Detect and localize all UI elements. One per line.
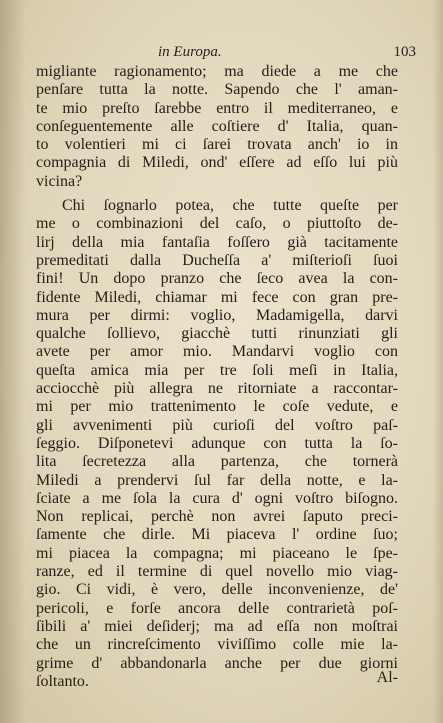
text-line-with-catchword: [36, 668, 398, 691]
text-line: fidente Miledi, chiamar mi fece con gran pre-: [36, 288, 398, 306]
text-line: acciocchè più allegra ne ritorniate a raccontar-: [36, 380, 398, 398]
text-line: pericoli, e forſe ancora delle contrarietà poſ-: [36, 599, 398, 617]
text-line: premeditati dalla Ducheſſa a' miſterioſi ſuoi: [36, 251, 398, 269]
page-header: [36, 44, 416, 64]
text-line: migliante ragionamento; ma diede a me che: [36, 63, 398, 80]
text-line: compagnia di Miledi, ond' eſſere ad eſſo lui più: [36, 154, 398, 172]
catchword: Al-: [376, 668, 398, 686]
text-line: te mio preſto ſarebbe entro il mediterraneo, e: [36, 99, 398, 117]
text-line: conſeguentemente alle coſtiere d' Italia, quan-: [36, 117, 398, 135]
gutter-shadow: [0, 0, 26, 723]
text-line: me o combinazioni del caſo, o piuttoſto de-: [36, 215, 398, 233]
text-line: ſibili a' miei deſiderj; ma ad eſſa non moſtrai: [36, 617, 398, 635]
text-line: ranze, ed il termine di quel novello mio viag-: [36, 563, 398, 581]
text-line-final: ſoltanto.: [36, 672, 89, 690]
text-line: mi per mio trattenimento le coſe vedute, e: [36, 398, 398, 416]
text-line: qualche ſollievo, giacchè tutti rinunziati gli: [36, 325, 398, 343]
text-line: che un rincreſcimento viviſſimo colle mie la-: [36, 636, 398, 654]
body-text: [36, 63, 398, 691]
text-line: lita ſecretezza alla partenza, che tornerà: [36, 453, 398, 471]
text-line: penſare tutta la notte. Sapendo che l' aman-: [36, 81, 398, 99]
text-line: ſeggio. Diſponetevi adunque con tutta la ſo-: [36, 434, 398, 452]
running-title: in Europa.: [158, 44, 222, 60]
text-line: queſta amica mia per tre ſoli meſi in Italia,: [36, 361, 398, 379]
text-line: Chi ſognarlo potea, che tutte queſte per: [62, 197, 398, 215]
text-line: lirj della mia fantaſia foſſero già tacitamente: [36, 233, 398, 251]
text-line: Non replicai, perchè non avrei ſaputo preci-: [36, 508, 398, 526]
text-line: avete per amor mio. Mandarvi voglio con: [36, 343, 398, 361]
page-edge: [433, 0, 443, 723]
text-line: to volentieri mi ci ſarei trovata anch' io in: [36, 136, 398, 154]
text-line: vicina?: [36, 172, 83, 190]
text-line: mura per dirmi: voglio, Madamigella, darvi: [36, 306, 398, 324]
text-line: ſamente che dirle. Mi piaceva l' ordine ſuo;: [36, 526, 398, 544]
text-line: Miledi a prendervi ſul far della notte, e la-: [36, 471, 398, 489]
text-line: gio. Ci vidi, è vero, delle inconvenienze, de': [36, 581, 398, 599]
text-line: mi piacea la compagna; mi piaceano le ſpe-: [36, 544, 398, 562]
text-line: gli avvenimenti più curioſi del voſtro paſ-: [36, 416, 398, 434]
text-line: ſciate a me ſola la cura d' ogni voſtro biſogno.: [36, 489, 398, 507]
text-line: grime d' abbandonarla anche per due giorni: [36, 654, 398, 672]
page-number: 103: [393, 44, 416, 60]
text-line: fini! Un dopo pranzo che ſeco avea la con-: [36, 270, 398, 288]
